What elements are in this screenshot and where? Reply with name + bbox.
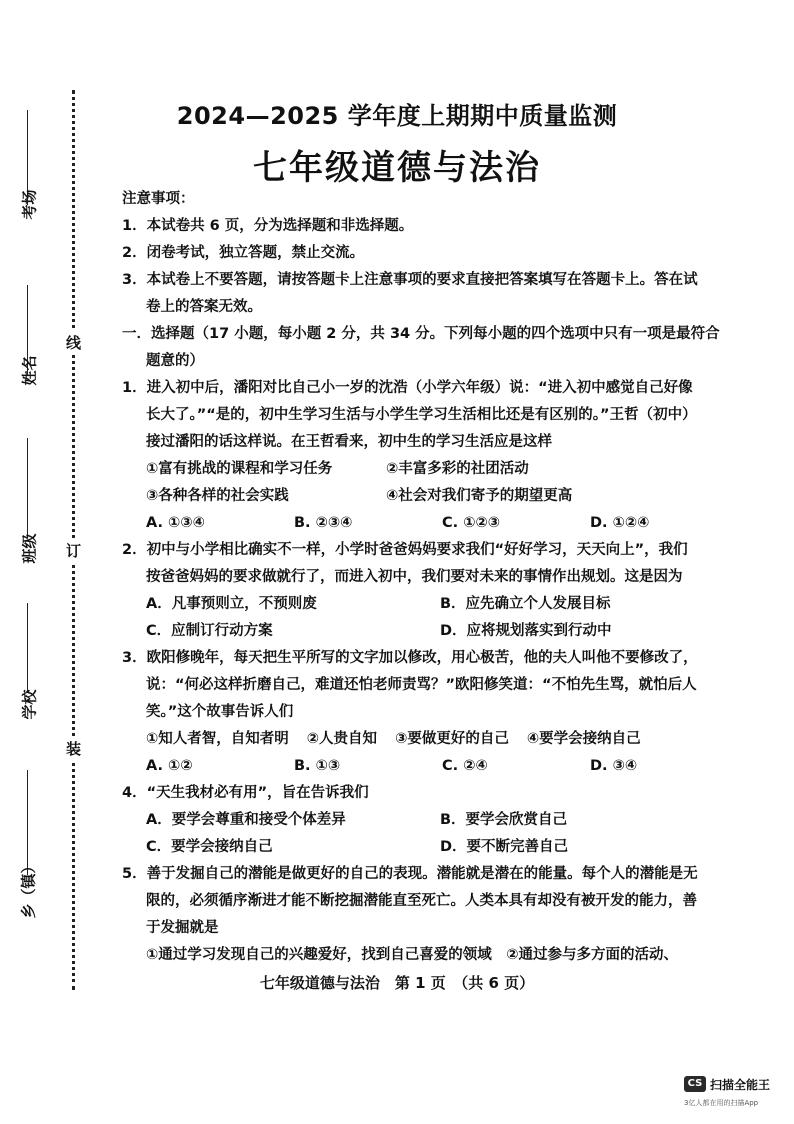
scanner-name: 扫描全能王 (710, 1078, 771, 1092)
notes-heading: 注意事项： (122, 191, 195, 207)
exam-content (122, 186, 762, 969)
statement: ③要做更好的自己 (395, 731, 509, 747)
option-d: D. ③④ (590, 758, 638, 774)
option-b: B. ①③ (294, 758, 341, 774)
label-name: 姓名 (20, 355, 39, 386)
question-stem: 3．欧阳修晚年，每天把生平所写的文字加以修改，用心极苦，他的夫人叫他不要修改了， (122, 650, 698, 666)
option-c: C. ②④ (442, 758, 488, 774)
statement: ④社会对我们寄予的期望更高 (386, 488, 573, 504)
note-item: 3．本试卷上不要答题，请按答题卡上注意事项的要求直接把答案填写在答题卡上。答在试 (122, 272, 698, 288)
option-c: C. ①②③ (442, 515, 501, 531)
section-heading: 一．选择题（17 小题，每小题 2 分，共 34 分。下列每小题的四个选项中只有一项是最符合 (122, 326, 720, 342)
section-heading-continued: 题意的） (146, 353, 204, 369)
question-4 (122, 780, 762, 861)
option-b: B. ②③④ (294, 515, 353, 531)
question-5 (122, 861, 762, 969)
note-item-continued: 卷上的答案无效。 (146, 299, 262, 315)
note-item: 2．闭卷考试，独立答题，禁止交流。 (122, 245, 365, 261)
question-stem: 于发掘就是 (146, 920, 219, 936)
question-stem: 4．“天生我材必有用”，旨在告诉我们 (122, 785, 369, 801)
question-stem: 按爸爸妈妈的要求做就行了，而进入初中，我们要对未来的事情作出规划。这是因为 (146, 569, 683, 585)
exam-title: 2024—2025 学年度上期期中质量监测 (176, 102, 618, 130)
statement: ①富有挑战的课程和学习任务 (146, 461, 333, 477)
option-c: C．应制订行动方案 (146, 623, 273, 639)
question-stem: 1．进入初中后，潘阳对比自己小一岁的沈浩（小学六年级）说：“进入初中感觉自己好像 (122, 380, 693, 396)
seal-bind-char: 订 (66, 538, 81, 563)
option-a: A. ①③④ (146, 515, 205, 531)
option-a: A. ①② (146, 758, 193, 774)
statement: ④要学会接纳自己 (526, 731, 641, 747)
option-d: D．要不断完善自己 (440, 839, 569, 855)
option-a: A．要学会尊重和接受个体差异 (146, 812, 346, 828)
option-d: D．应将规划落实到行动中 (440, 623, 612, 639)
question-stem: 说：“何必这样折磨自己，难道还怕老师责骂？”欧阳修笑道：“不怕先生骂，就怕后人 (146, 677, 697, 693)
statement: ①知人者智，自知者明 (146, 731, 289, 747)
question-stem: 笑。”这个故事告诉人们 (146, 704, 294, 720)
question-stem: ①通过学习发现自己的兴趣爱好，找到自己喜爱的领域 ②通过参与多方面的活动、 (146, 947, 679, 963)
option-b: B．要学会欣赏自己 (440, 812, 568, 828)
note-item: 1．本试卷共 6 页，分为选择题和非选择题。 (122, 218, 414, 234)
question-stem: 2．初中与小学相比确实不一样，小学时爸爸妈妈要求我们“好好学习，天天向上”，我们 (122, 542, 688, 558)
statement: ③各种各样的社会实践 (146, 488, 289, 504)
question-stem: 5．善于发掘自己的潜能是做更好的自己的表现。潜能就是潜在的能量。每个人的潜能是无 (122, 866, 698, 882)
question-stem: 接过潘阳的话这样说。在王哲看来，初中生的学习生活应是这样 (146, 434, 552, 450)
label-township: 乡（镇） (19, 858, 38, 919)
option-c: C．要学会接纳自己 (146, 839, 273, 855)
label-exam-room: 考场 (20, 189, 39, 220)
seal-line-char: 线 (66, 330, 81, 355)
option-d: D. ①②④ (590, 515, 650, 531)
subject-title: 七年级道德与法治 (253, 148, 541, 188)
fill-line-class (27, 438, 28, 538)
statement: ②人贵自知 (306, 731, 378, 747)
label-class: 班级 (20, 533, 39, 564)
question-1 (122, 375, 762, 537)
question-stem: 长大了。”“是的，初中生学习生活与小学生学习生活相比还是有区别的。”王哲（初中） (146, 407, 697, 423)
question-2 (122, 537, 762, 645)
label-school: 学校 (20, 689, 39, 720)
fill-line-school (27, 603, 28, 693)
question-3 (122, 645, 762, 780)
page-footer: 七年级道德与法治 第 1 页 （共 6 页） (259, 974, 535, 992)
option-b: B．应先确立个人发展目标 (440, 596, 611, 612)
scanner-logo-icon: CS (684, 1076, 706, 1092)
scanner-tagline: 3亿人都在用的扫描App (684, 1099, 759, 1107)
seal-pack-char: 装 (66, 736, 81, 761)
statement: ②丰富多彩的社团活动 (386, 461, 529, 477)
question-stem: 限的，必须循序渐进才能不断挖掘潜能直至死亡。人类本具有却没有被开发的能力，善 (146, 893, 697, 909)
option-a: A．凡事预则立，不预则废 (146, 596, 317, 612)
